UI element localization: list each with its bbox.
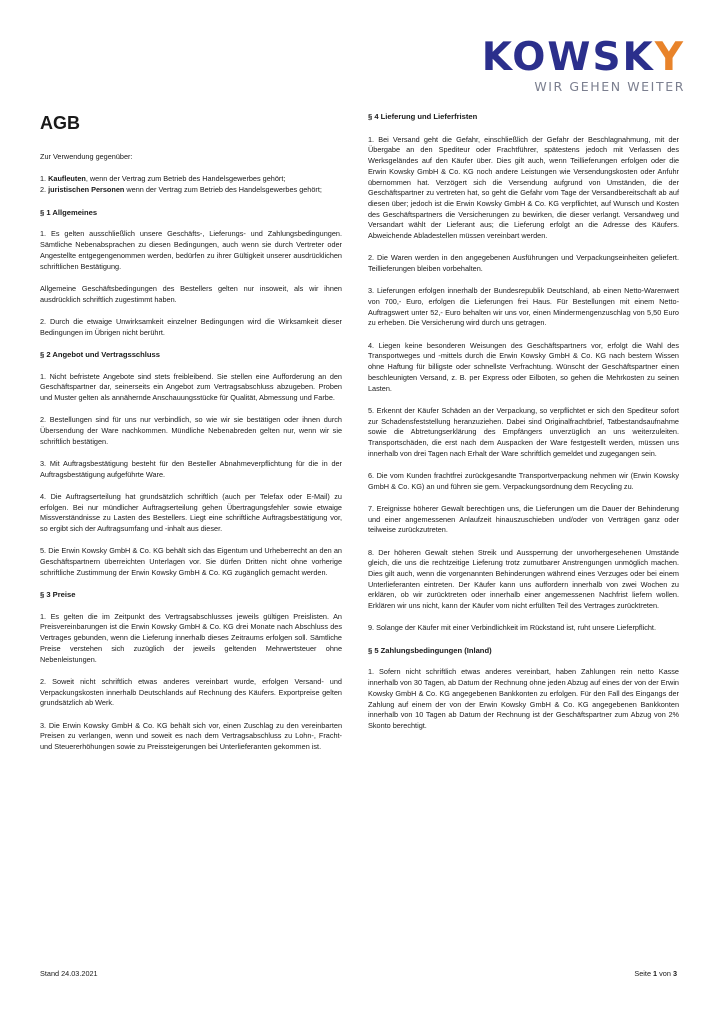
paragraph: 3. Mit Auftragsbestätigung besteht für den Besteller Abnahmeverpflichtung für die in der Auftragsbestätigung aufgeführte Ware. <box>40 458 342 479</box>
paragraph: 7. Ereignisse höherer Gewalt berechtigen uns, die Lieferungen um die Dauer der Behinderung und einer angemessenen Anlaufzeit hinauszuschieben und/oder von Verträgen ganz oder teilweise zurückzutreten. <box>368 503 679 535</box>
footer-page-number: Seite 1 von 3 <box>634 969 677 978</box>
logo-slogan: WIR GEHEN WEITER <box>534 79 685 94</box>
paragraph: 1. Sofern nicht schriftlich etwas anderes vereinbart, haben Zahlungen rein netto Kasse innerhalb von 30 Tagen, ab Datum der Rechnung ohne jeden Abzug auf eines der von der Erwin Kowsky GmbH & Co. KG angegebenen Bankkonten zu erfolgen. Für den Fall des Eingangs der Zahlung auf einem der von der Erwin Kowsky GmbH & Co. KG angegebenen Bankkonten innerhalb von 10 Tagen ab Datum der Rechnung ist der Geschäftspartner zum Abzug von 2% Skonto berechtigt. <box>368 667 679 730</box>
paragraph: 6. Die vom Kunden frachtfrei zurückgesandte Transportverpackung nehmen wir (Erwin Kowsky GmbH & Co. KG) an und führen sie gem. Verpackungsordnung dem Recycling zu. <box>368 470 679 491</box>
left-column <box>40 152 342 764</box>
paragraph: 4. Die Auftragserteilung hat grundsätzlich schriftlich (auch per Telefax oder E-Mail) zu erfolgen. Bei nur mündlicher Auftragserteilung gehen Übertragungsfehler sowie etwaige Missverständnisse zu Lasten des Bestellers. Liegt eine schriftliche Auftragsbestätigung vor, so ergibt sich der Auftragsumfang und -inhalt aus dieser. <box>40 491 342 534</box>
footer-date: Stand 24.03.2021 <box>40 969 98 978</box>
party1-keyword: Kaufleuten <box>48 174 86 184</box>
paragraph: 1. Nicht befristete Angebote sind stets freibleibend. Sie stellen eine Aufforderung an den Geschäftspartner dar, seinerseits ein Angebot zum Vertragsabschluss abzugeben. Proben und Muster gelten als annähernde Anschauungsstücke für Qualität, Abmessung und Farbe. <box>40 371 342 402</box>
party1-text: , wenn der Vertrag zum Betrieb des Handelsgewerbes gehört; <box>85 174 286 184</box>
paragraph: Allgemeine Geschäftsbedingungen des Bestellers gelten nur insoweit, als wir ihnen ausdrücklich schriftlich zugestimmt haben. <box>40 283 342 304</box>
paragraph: 5. Die Erwin Kowsky GmbH & Co. KG behält sich das Eigentum und Urheberrecht an den an Geschäftspartnern überreichten Unterlagen vor. Sie dürfen Dritten nicht ohne vorherige schriftliche Zustimmung der Erwin Kowsky GmbH & Co. KG zugänglich gemacht werden. <box>40 546 342 577</box>
paragraph: 2. Bestellungen sind für uns nur verbindlich, so wie wir sie bestätigen oder ihnen durch Übersendung der Ware nachkommen. Mündliche Nebenabreden gelten nur, wenn wir sie schriftlich bestätigen. <box>40 415 342 446</box>
paragraph: 2. Soweit nicht schriftlich etwas anderes vereinbart wurde, erfolgen Versand- und Verpackungskosten innerhalb Deutschlands auf Rechnung des Käufers. Exportpreise gelten grundsätzlich ab Werk. <box>40 676 342 708</box>
paragraph: 1. Es gelten ausschließlich unsere Geschäfts-, Lieferungs- und Zahlungsbedingungen. Sämtliche Nebenabsprachen zu diesen Bedingungen, auch wenn sie durch Vertreter oder Angestellte entgegengenommen werden, bedürfen zu ihrer Gültigkeit unserer ausdrücklichen schriftlichen Bestätigung. <box>40 229 342 271</box>
page-title: AGB <box>40 113 80 133</box>
paragraph: 2. Durch die etwaige Unwirksamkeit einzelner Bedingungen wird die Wirksamkeit dieser Bedingungen im Übrigen nicht berührt. <box>40 316 342 337</box>
company-logo <box>445 35 685 94</box>
paragraph: 9. Solange der Käufer mit einer Verbindlichkeit im Rückstand ist, ruht unsere Lieferpflicht. <box>368 623 656 633</box>
party2-keyword: juristischen Personen <box>48 185 125 194</box>
parties-list: 1. Kaufleuten, wenn der Vertrag zum Betrieb des Handelsgewerbes gehört; 2. juristischen Personen wenn der Vertrag zum Betrieb des Handelsgewerbes gehört; <box>40 174 322 194</box>
logo-wordmark: KOWSKY <box>481 35 685 80</box>
paragraph: 4. Liegen keine besonderen Weisungen des Geschäftspartners vor, erfolgt die Wahl des Transportweges und -mittels durch die Erwin Kowsky GmbH & Co. KG nach bestem Wissen ohne Haftung für billigste oder schnellste Verfrachtung. Wünscht der Geschäftspartner einen beschleunigten Versand, z. B. per Express oder Eilboten, so gehen die Mehrkosten zu seinen Lasten. <box>368 340 679 393</box>
paragraph: 3. Lieferungen erfolgen innerhalb der Bundesrepublik Deutschland, ab einen Netto-Warenwert von 700,- Euro, erfolgen die Lieferungen frei Haus. Für Bestellungen mit einem Netto-Auftragswert unter 52,- Euro behalten wir uns vor, einen Mindermengenzuschlag von 5,50 Euro zu erheben. Die Versicherung wird durch uns getragen. <box>368 286 679 328</box>
right-column <box>368 112 679 743</box>
paragraph: 1. Bei Versand geht die Gefahr, einschließlich der Gefahr der Beschlagnahmung, mit der Übergabe an den Spediteur oder Frachtführer, spätestens jedoch mit Verlassen des Werksgeländes auf den Käufer über. Dies gilt auch, wenn Teillieferungen erfolgen oder die Erwin Kowsky GmbH & Co. KG noch andere Leistungen wie Versendungskosten oder Anfuhr übernommen hat. Verzögert sich die Versendung aufgrund von Umständen, die der Geschäftspartner zu vertreten hat, so geht die Gefahr vom Tage der Versandbereitschaft ab auf diesen über; jedoch ist die Erwin Kowsky GmbH & Co. KG verpflichtet, auf Wunsch und Kosten des Geschäftspartners die Versicherungen zu bewirken, die dieser verlangt. Versandweg und Versandart wählt der Lieferant aus; die Lieferung erfolgt an die Adresse des Käufers. Abweichende Abladestellen müssen vereinbart werden. <box>368 134 679 241</box>
section-heading: § 1 Allgemeines <box>40 207 98 217</box>
paragraph: 8. Der höheren Gewalt stehen Streik und Aussperrung der unvorhergesehenen Umstände gleich, die uns die rechtzeitige Lieferung trotz zumutbarer Anstrengungen unmöglich machen. Dies gilt auch, wenn die vorgenannten Behinderungen während eines Verzuges oder bei einem Unterlieferanten eintreten. Der Käufer kann uns auffordern innerhalb von zwei Wochen zu erklären, ob wir zurücktreten oder innerhalb einer angemessenen Nachfrist liefern wollen. Erklären wir uns nicht, kann der Käufer vom nicht erfüllten Teil des Vertrages zurücktreten. <box>368 547 679 611</box>
paragraph: 1. Es gelten die im Zeitpunkt des Vertragsabschlusses jeweils gültigen Preislisten. An Preisvereinbarungen ist die Erwin Kowsky GmbH & Co. KG drei Monate nach Abschluss des Vertrages gebunden, wenn die Lieferung innerhalb dieses Zeitraums erfolgen soll. Sämtliche Preise verstehen sich zuzüglich der jeweils geltenden Mehrwertsteuer ohne Nebenleistungen. <box>40 611 342 664</box>
section-heading: § 3 Preise <box>40 590 76 600</box>
paragraph: 3. Die Erwin Kowsky GmbH & Co. KG behält sich vor, einen Zuschlag zu den vereinbarten Preisen zu verlangen, wenn und soweit es nach dem Vertragsabschluss zu Lohn-, Fracht- und Steuererhöhungen sowie zu Preissteigerungen bei Unterlieferanten gekommen ist. <box>40 720 342 751</box>
intro-text: Zur Verwendung gegenüber: <box>40 152 133 161</box>
paragraph: 5. Erkennt der Käufer Schäden an der Verpackung, so verpflichtet er sich den Spediteur sofort zur Schadensfeststellung heranzuziehen. Dabei sind Originalfrachtbrief, Tatbestandsaufnahme sowie die Abtretungserklärung des Empfängers unverzüglich an uns weiterzuleiten. Transportschäden, die erst nach dem Auspacken der Ware festgestellt werden, müssen uns innerhalb von drei Tagen nach Erhalt der Ware schriftlich gemeldet und zugegangen sein. <box>368 405 679 458</box>
paragraph: 2. Die Waren werden in den angegebenen Ausführungen und Verpackungseinheiten geliefert. Teillieferungen bleiben vorbehalten. <box>368 253 679 274</box>
section-heading: § 5 Zahlungsbedingungen (Inland) <box>368 645 492 655</box>
party2-text: wenn der Vertrag zum Betrieb des Handelsgewerbes gehört; <box>124 185 322 194</box>
section-heading: § 4 Lieferung und Lieferfristen <box>368 112 478 121</box>
section-heading: § 2 Angebot und Vertragsschluss <box>40 349 160 359</box>
